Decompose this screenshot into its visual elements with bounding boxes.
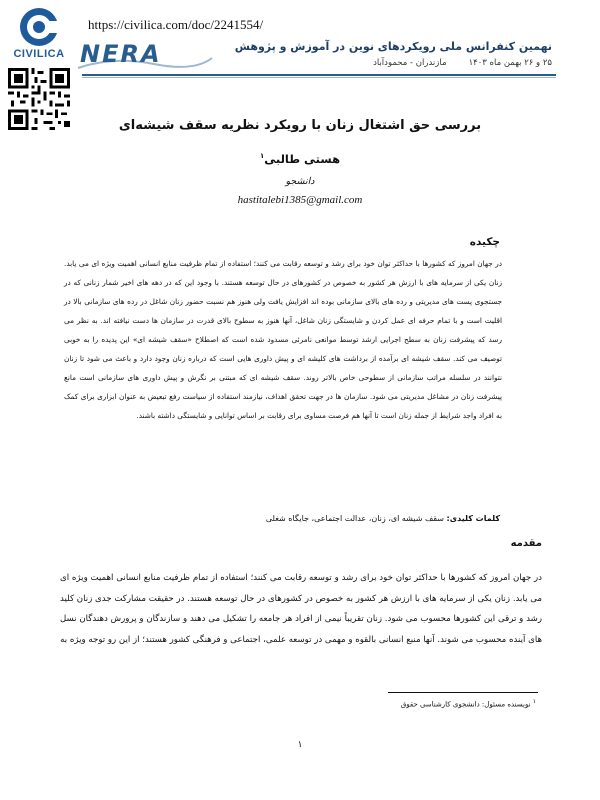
author-footnote-mark: ۱ <box>259 152 265 161</box>
abstract-body: در جهان امروز که کشورها با حداکثر توان خود برای رشد و توسعه رقابت می کنند؛ استفاده از تمام ظرفیت منابع انسانی اهمیت ویژه ای می یابد. زنان یکی از سرمایه های با ارزش هر کشور به خصوص در کشورهای در حال توسعه هستند. با وجود این که در دهه های اخیر شمار زنانی که در جستجوی پست های مدیریتی و رده های بالای سازمانی بوده اند افزایش یافت ولی هنوز هم نسبت حضور زنان شاغل در رده های سازمانی بالا در اقلیت است و با تمام حرفه ای عمل کردن و شایستگی زنان شاغل، آنها هنوز به سطوح بالای قدرت در سازمان ها دست نیافته اند. به نظر می رسد که پیشرفت زنان به سطح اجرایی ارشد توسط موانعی نامرئی مسدود شده است که اصطلاح «سقف شیشه ای» این پدیده را به خوبی توصیف می کند. سقف شیشه ای برآمده از برداشت های کلیشه ای و پیش داوری هایی است که درباره زنان وجود دارد و باعث می شود تا زنان نتوانند در سلسله مراتب سازمانی از سطوحی خاص بالاتر روند. سقف شیشه ای که مبتنی بر نگرش و پیش داوری های سازمانی است مانع پیشرفت زنان در مشاغل مدیریتی می شود. سازمان ها در جهت تحقق اهداف، نیازمند استفاده از سیاست رفع تبعیض به عنوان ابزاری برای کمک به افراد واجد شرایط از جمله زنان است تا آنها هم فرصت مساوی برای رقابت بر اساس توانایی و شایستگی داشته باشند. <box>64 259 502 420</box>
paper-title: بررسی حق اشتغال زنان با رویکرد نظریه سقف شیشه‌ای <box>118 118 482 133</box>
keywords <box>266 514 500 523</box>
conference-details <box>373 58 552 68</box>
keywords-label: کلمات کلیدی: <box>446 514 500 523</box>
nera-logo-text: NERA <box>80 40 162 68</box>
page-number: ۱ <box>297 740 303 750</box>
conference-date: ۲۵ و ۲۶ بهمن ماه ۱۴۰۳ <box>468 58 552 68</box>
conference-title: نهمین کنفرانس ملی رویکردهای نوین در آموزش و پژوهش <box>234 40 552 53</box>
header-divider <box>82 74 556 76</box>
author-name: هستی طالبی$^۱$ <box>259 152 341 166</box>
intro-heading: مقدمه <box>510 538 542 549</box>
civilica-logo-text: CIVILICA <box>13 48 65 60</box>
document-url[interactable]: https://civilica.com/doc/2241554/ <box>88 17 264 32</box>
header-divider-thin <box>82 77 556 78</box>
footnote <box>401 698 536 708</box>
author-email: hastitalebi1385@gmail.com <box>237 194 363 206</box>
civilica-logo[interactable] <box>6 6 72 64</box>
footnote-mark: ۱ <box>532 698 536 705</box>
author-affiliation: دانشجو <box>285 176 315 187</box>
keywords-text: سقف شیشه ای، زنان، عدالت اجتماعی، جایگاه شغلی <box>265 514 444 523</box>
civilica-c-icon <box>18 6 60 48</box>
footnote-text: نویسنده مسئول: دانشجوی کارشناسی حقوق <box>400 700 531 709</box>
conference-location: مازندران - محمودآباد <box>373 58 447 68</box>
nera-logo <box>74 38 214 72</box>
abstract-heading: چکیده <box>469 236 500 248</box>
footnote-divider <box>388 692 538 693</box>
intro-body: در جهان امروز که کشورها با حداکثر توان خود برای رشد و توسعه رقابت می کنند؛ استفاده از تمام ظرفیت منابع انسانی اهمیت ویژه ای می یابد. زنان یکی از سرمایه های با ارزش هر کشور به خصوص در کشورهای در حال توسعه هستند. در حقیقت مشارکت جدی زنان کلید رشد و ترقی این کشورها محسوب می شود. زنان تقریباً نیمی از افراد هر جامعه را تشکیل می دهند و سازندگان و پرورش دهندگان نسل های آینده محسوب می شوند. آنها منبع انسانی بالقوه و مهمی در توسعه علمی، اجتماعی و فرهنگی کشور هستند؛ از این رو توجه ویژه به <box>60 573 542 645</box>
